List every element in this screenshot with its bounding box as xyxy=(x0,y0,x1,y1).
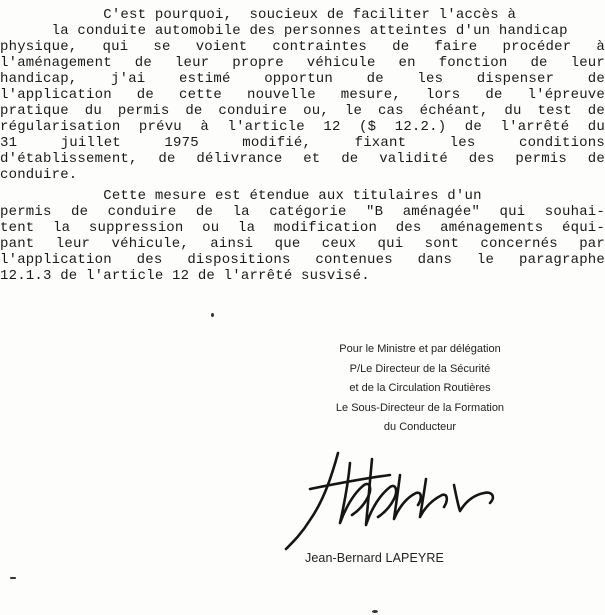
scan-speck xyxy=(211,313,214,317)
text-line: 31 juillet 1975 modifié, fixant les conditions xyxy=(0,135,605,151)
text-line: 12.1.3 de l'article 12 de l'arrêté susvisé. xyxy=(0,268,370,284)
signer-name: Jean-Bernard LAPEYRE xyxy=(305,551,444,565)
text-line: tent la suppression ou la modification des aménagements équi- xyxy=(0,220,605,236)
text-line: handicap, j'ai estimé opportun de les dispenser de xyxy=(0,71,605,87)
department-line: et de la Circulation Routières xyxy=(349,382,491,394)
scan-speck xyxy=(10,577,16,579)
text-line: pratique du permis de conduire ou, le cas échéant, du test de xyxy=(0,103,605,119)
text-line: pant leur véhicule, ainsi que ceux qui sont concernés par xyxy=(0,236,605,252)
delegation-line: Pour le Ministre et par délégation xyxy=(339,343,501,355)
text-line: l'aménagement de leur propre véhicule en fonction de leur xyxy=(0,55,605,71)
signature-block xyxy=(270,340,570,438)
handwritten-signature xyxy=(280,445,520,555)
text-line: permis de conduire de la catégorie "B aménagée" qui souhai- xyxy=(0,204,605,220)
text-line: régularisation prévu à l'article 12 ($ 12.2.) de l'arrêté du xyxy=(0,119,605,135)
scan-speck xyxy=(372,610,378,613)
text-line: C'est pourquoi, soucieux de faciliter l'accès à xyxy=(0,7,517,23)
text-line: Cette mesure est étendue aux titulaires d'un xyxy=(0,188,482,204)
paragraph-exemption xyxy=(0,7,605,183)
director-line: P/Le Directeur de la Sécurité xyxy=(349,362,491,375)
paragraph-extension xyxy=(0,188,605,284)
text-line: conduire. xyxy=(0,167,78,183)
text-line: la conduite automobile des personnes atteintes d'un handicap xyxy=(0,23,568,39)
text-line: d'établissement, de délivrance et de validité des permis de xyxy=(0,151,605,167)
text-line: l'application des dispositions contenues dans le paragraphe xyxy=(0,252,605,268)
text-line: physique, qui se voient contraintes de faire procéder à xyxy=(0,39,605,55)
text-line: l'application de cette nouvelle mesure, lors de l'épreuve xyxy=(0,87,605,103)
subdirector-line: Le Sous-Directeur de la Formation xyxy=(335,401,505,414)
office-line: du Conducteur xyxy=(383,421,457,433)
